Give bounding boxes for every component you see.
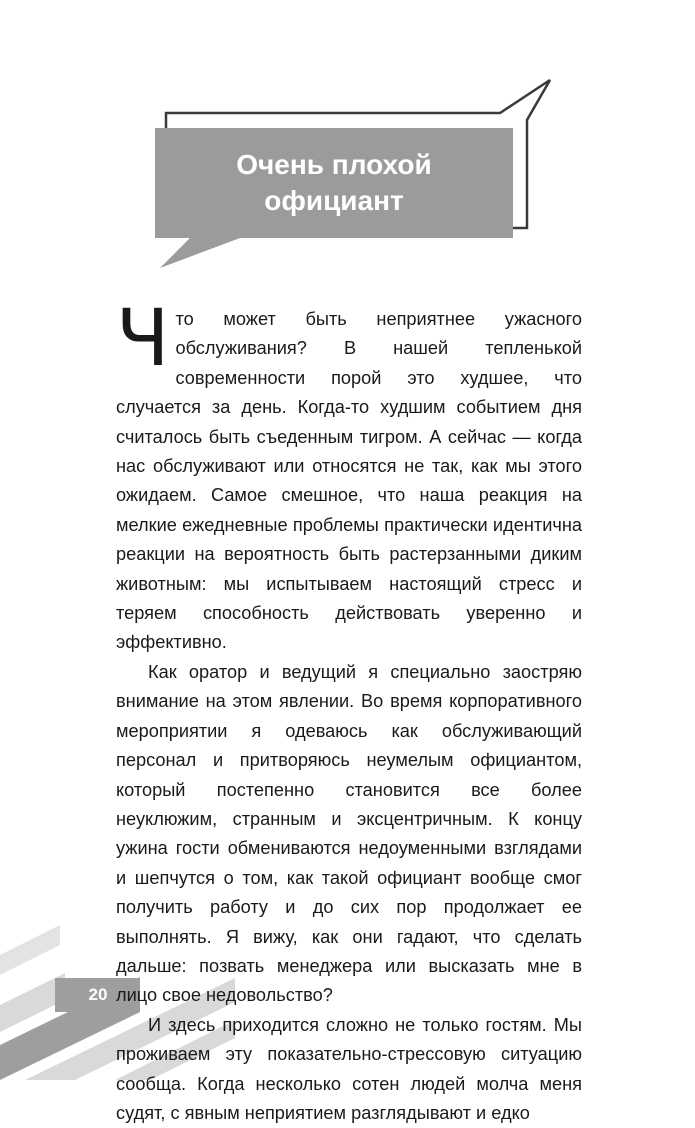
paragraph-2: Как оратор и ведущий я специально заостряю внимание на этом явлении. Во время корпоративного мероприятии я одеваюсь как обслуживающий персонал и притворяюсь неумелым официантом, который постепенно становится все более неуклюжим, странным и эксцентричным. К концу ужина гости обмениваются недоуменными взглядами и шепчутся о том, как такой официант вообще смог получить работу и до сих пор продолжает ее выполнять. Я вижу, как они гадают, что сделать дальше: позвать менеджера или высказать мне в лицо свое недовольство? [116, 661, 582, 1006]
paragraph-3: И здесь приходится сложно не только гостям. Мы проживаем эту показательно-стрессовую ситуацию сообща. Когда несколько сотен людей молча меня судят, с явным неприятием разглядывают и едко [116, 1014, 582, 1123]
drop-cap: Ч [116, 294, 170, 384]
page-number: 20 [88, 985, 108, 1004]
chapter-title-line-2: официант [264, 185, 404, 216]
chapter-title-line-1: Очень плохой [236, 149, 432, 180]
paragraph-1 [116, 294, 582, 658]
paragraph-1-text: то может быть неприятнее ужасного обслуживания? В нашей тепленькой современности порой это худшее, что случается за день. Когда-то худшим событием дня считалось быть съеденным тигром. А сейчас — когда нас обслуживают или относятся не так, как мы этого ожидаем. Самое смешное, что наша реакция на мелкие ежедневные проблемы практически идентична реакции на вероятность быть растерзанными диким животным: мы испытываем настоящий стресс и теряем способность действовать уверенно и эффективно. [116, 309, 582, 653]
chapter-title [155, 128, 513, 238]
stripe-top-light [0, 925, 60, 975]
body-text [116, 294, 582, 1128]
